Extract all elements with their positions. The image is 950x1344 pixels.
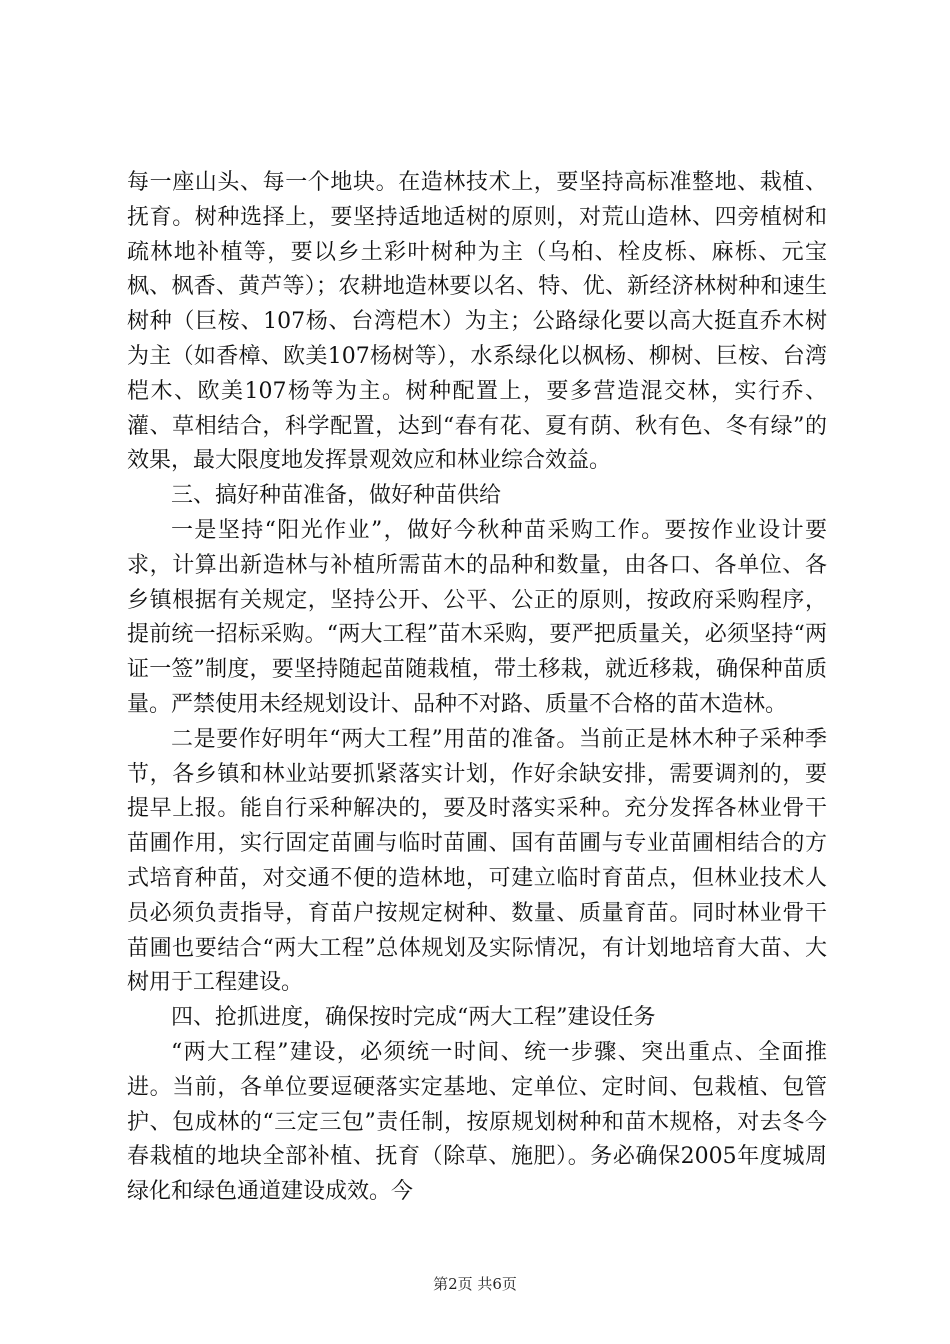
section-heading-four: 四、抢抓进度，确保按时完成“两大工程”建设任务 [171, 1005, 656, 1031]
document-body [127, 166, 827, 1210]
paragraph-progress: “两大工程”建设，必须统一时间、统一步骤、突出重点、全面推进。当前，各单位要逗硬落实定基地、定单位、定时间、包栽植、包管护、包成林的“三定三包”责任制，按原规划树种和苗木规格，对去冬今春栽植的地块全部补植、抚育（除草、施肥）。务必确保2005年度城周绿化和绿色通道建设成效。今 [127, 1039, 827, 1205]
section-heading-three: 三、搞好种苗准备，做好种苗供给 [171, 483, 502, 509]
page-number-footer: 第2页 共6页 [433, 1275, 517, 1293]
paragraph-continuation: 每一座山头、每一个地块。在造林技术上，要坚持高标准整地、栽植、抚育。树种选择上，要坚持适地适树的原则，对荒山造林、四旁植树和疏林地补植等，要以乡土彩叶树种为主（乌桕、栓皮栎、麻栎、元宝枫、枫香、黄芦等）；农耕地造林要以名、特、优、新经济林树种和速生树种（巨桉、107杨、台湾桤木）为主；公路绿化要以高大挺直乔木树为主（如香樟、欧美107杨树等），水系绿化以枫杨、柳树、巨桉、台湾桤木、欧美107杨等为主。树种配置上，要多营造混交林，实行乔、灌、草相结合，科学配置，达到“春有花、夏有荫、秋有色、冬有绿”的效果，最大限度地发挥景观效应和林业综合效益。 [127, 170, 827, 474]
paragraph-seedling-procurement: 一是坚持“阳光作业”，做好今秋种苗采购工作。要按作业设计要求，计算出新造林与补植所需苗木的品种和数量，由各口、各单位、各乡镇根据有关规定，坚持公开、公平、公正的原则，按政府采购程序，提前统一招标采购。“两大工程”苗木采购，要严把质量关，必须坚持“两证一签”制度，要坚持随起苗随栽植，带土移栽，就近移栽，确保种苗质量。严禁使用未经规划设计、品种不对路、质量不合格的苗木造林。 [127, 517, 827, 717]
paragraph-seedling-preparation: 二是要作好明年“两大工程”用苗的准备。当前正是林木种子采种季节，各乡镇和林业站要抓紧落实计划，作好余缺安排，需要调剂的，要提早上报。能自行采种解决的，要及时落实采种。充分发挥各林业骨干苗圃作用，实行固定苗圃与临时苗圃、国有苗圃与专业苗圃相结合的方式培育种苗，对交通不便的造林地，可建立临时育苗点，但林业技术人员必须负责指导，育苗户按规定树种、数量、质量育苗。同时林业骨干苗圃也要结合“两大工程”总体规划及实际情况，有计划地培育大苗、大树用于工程建设。 [127, 726, 827, 996]
